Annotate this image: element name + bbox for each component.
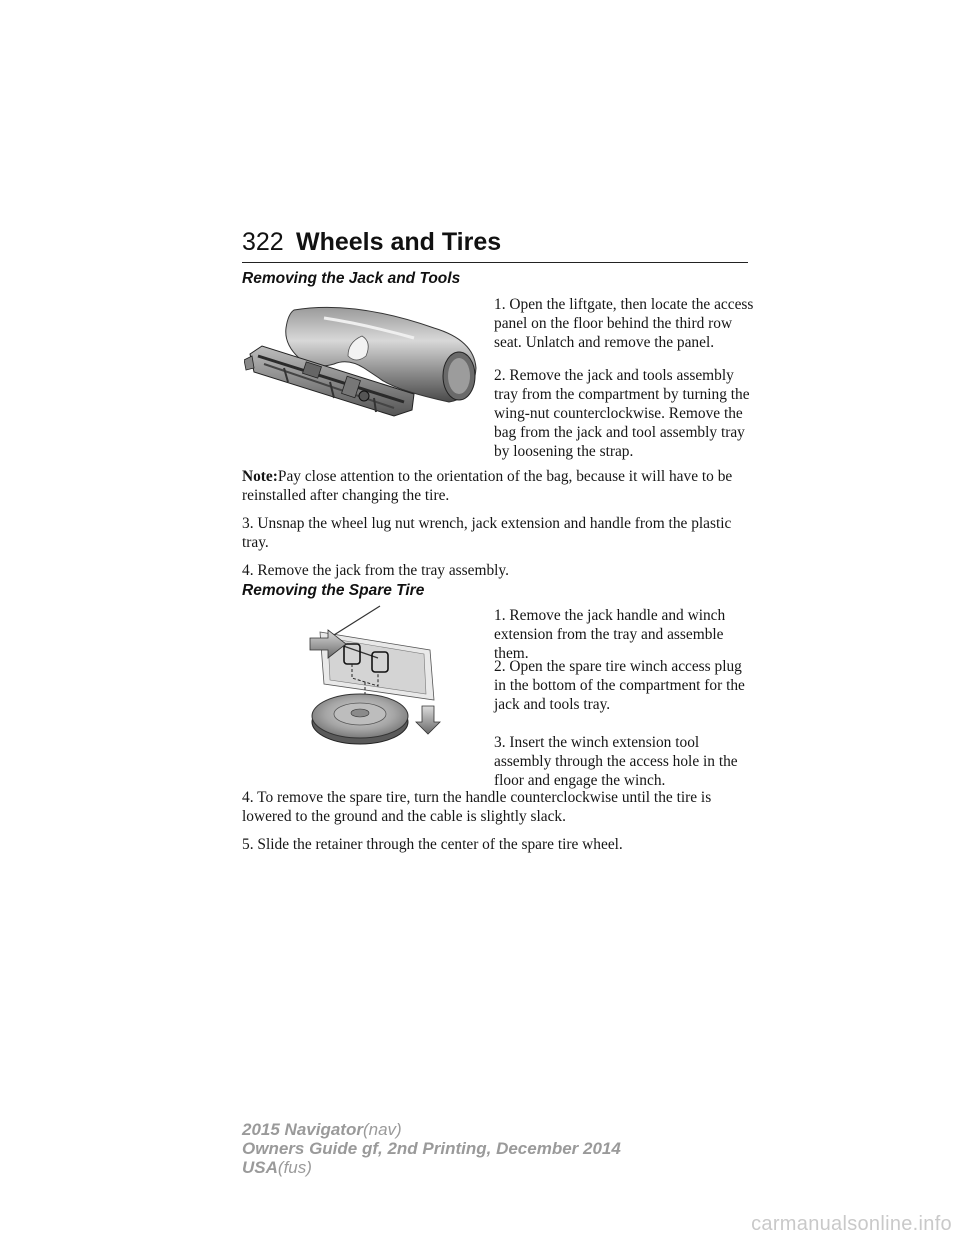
spare-tire-figure <box>308 602 444 748</box>
footer-guide: Owners Guide gf, 2nd Printing, December 2014 <box>242 1139 621 1158</box>
footer-region: USA <box>242 1158 278 1177</box>
note-text: Pay close attention to the orientation of the bag, because it will have to be reinstalled after changing the tire. <box>242 468 733 504</box>
spare-step-5: 5. Slide the retainer through the center of the spare tire wheel. <box>242 836 623 853</box>
footer-model: 2015 Navigator <box>242 1120 363 1139</box>
section-heading-spare-tire: Removing the Spare Tire <box>242 582 425 599</box>
footer-region-code: (fus) <box>277 1158 312 1177</box>
note-label: Note: <box>242 468 278 485</box>
page-header <box>242 226 748 263</box>
jack-step-2: 2. Remove the jack and tools assembly tray from the compartment by turning the wing-nut counterclockwise. Remove the bag from the jack and tool assembly tray by loosening the strap. <box>494 367 750 460</box>
jack-step-3: 3. Unsnap the wheel lug nut wrench, jack extension and handle from the plastic tray. <box>242 515 732 551</box>
spare-step-1: 1. Remove the jack handle and winch extension from the tray and assemble them. <box>494 607 726 662</box>
jack-step-1: 1. Open the liftgate, then locate the access panel on the floor behind the third row seat. Unlatch and remove the panel. <box>494 296 754 351</box>
chapter-title: Wheels and Tires <box>296 228 502 256</box>
jack-note <box>242 467 752 505</box>
jack-step-4: 4. Remove the jack from the tray assembly. <box>242 562 509 579</box>
watermark: carmanualsonline.info <box>751 1213 952 1235</box>
document-footer <box>242 1120 621 1177</box>
footer-model-code: (nav) <box>362 1120 402 1139</box>
page-number: 322 <box>242 228 284 256</box>
jack-tools-figure <box>244 298 480 444</box>
spare-step-3: 3. Insert the winch extension tool assembly through the access hole in the floor and engage the winch. <box>494 734 738 789</box>
spare-step-4: 4. To remove the spare tire, turn the handle counterclockwise until the tire is lowered to the ground and the cable is slightly slack. <box>242 789 712 825</box>
spare-step-2: 2. Open the spare tire winch access plug in the bottom of the compartment for the jack and tools tray. <box>494 658 745 713</box>
section-heading-jack-tools: Removing the Jack and Tools <box>242 270 461 287</box>
